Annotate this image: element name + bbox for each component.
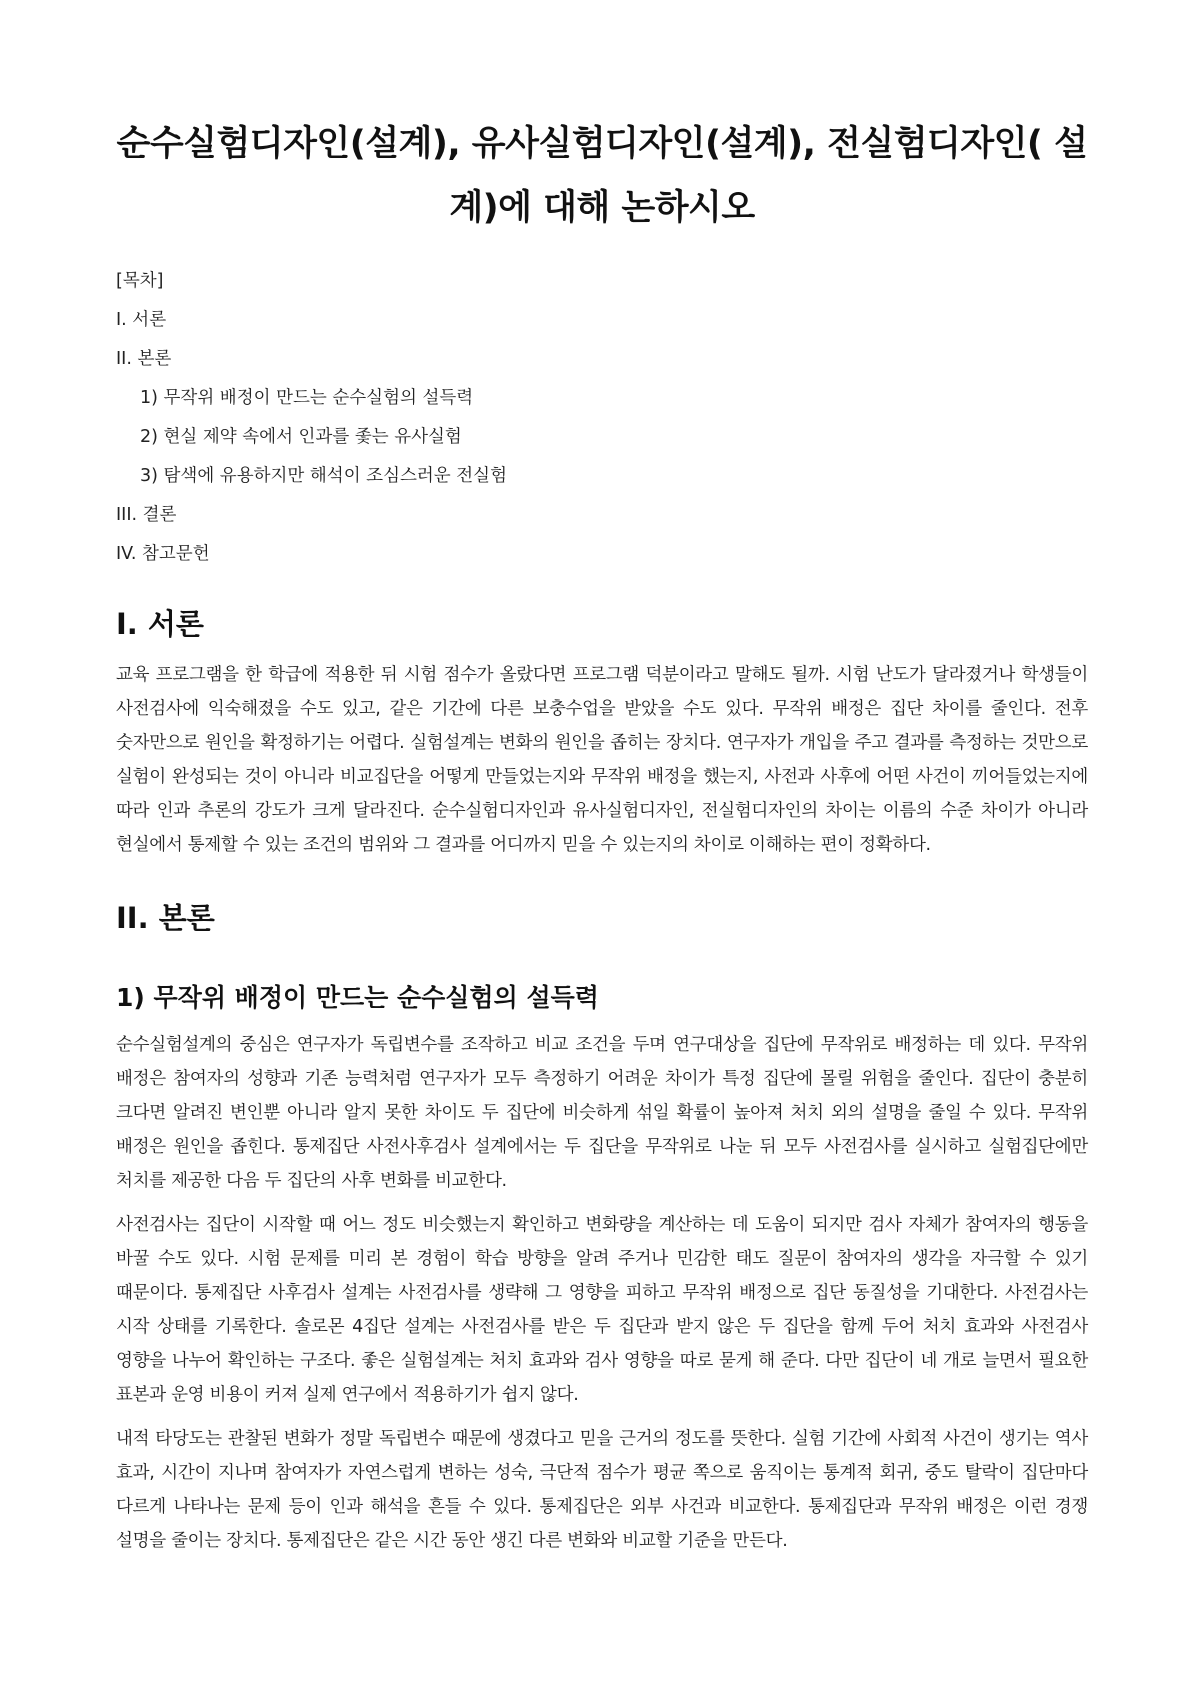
toc-item-body-2: 2) 현실 제약 속에서 인과를 좇는 유사실험 <box>140 427 462 447</box>
subsection-1-heading: 1) 무작위 배정이 만드는 순수실험의 설득력 <box>116 983 599 1012</box>
body-paragraph-2: 사전검사는 집단이 시작할 때 어느 정도 비슷했는지 확인하고 변화량을 계산하는 데 도움이 되지만 검사 자체가 참여자의 행동을 바꿀 수도 있다. 시험 문제를 미리 본 경험이 학습 방향을 알려 주거나 민감한 태도 질문이 참여자의 생각을 자극할 수 있기 때문이다. 통제집단 사후검사 설계는 사전검사를 생략해 그 영향을 피하고 무작위 배정으로 집단 동질성을 기대한다. 사전검사는 시작 상태를 기록한다. 솔로몬 4집단 설계는 사전검사를 받은 두 집단과 받지 않은 두 집단을 함께 두어 처치 효과와 사전검사 영향을 나누어 확인하는 구조다. 좋은 실험설계는 처치 효과와 검사 영향을 따로 묻게 해 준다. 다만 집단이 네 개로 늘면서 필요한 표본과 운영 비용이 커져 실제 연구에서 적용하기가 쉽지 않다. <box>116 1215 1088 1405</box>
toc-item-conclusion: III. 결론 <box>116 505 177 525</box>
intro-section <box>116 602 1088 862</box>
toc-item-references: IV. 참고문헌 <box>116 544 210 564</box>
body-paragraph-3: 내적 타당도는 관찰된 변화가 정말 독립변수 때문에 생겼다고 믿을 근거의 정도를 뜻한다. 실험 기간에 사회적 사건이 생기는 역사 효과, 시간이 지나며 참여자가 자연스럽게 변하는 성숙, 극단적 점수가 평균 쪽으로 움직이는 통계적 회귀, 중도 탈락이 집단마다 다르게 나타나는 문제 등이 인과 해석을 흔들 수 있다. 통제집단은 외부 사건과 비교한다. 통제집단과 무작위 배정은 이런 경쟁 설명을 줄이는 장치다. 통제집단은 같은 시간 동안 생긴 다른 변화와 비교할 기준을 만든다. <box>116 1429 1088 1551</box>
intro-heading: I. 서론 <box>116 607 204 641</box>
body-section <box>116 896 1088 1558</box>
toc-item-intro: I. 서론 <box>116 310 167 330</box>
table-of-contents <box>116 262 1088 574</box>
toc-item-body: II. 본론 <box>116 349 172 369</box>
body-paragraph-1: 순수실험설계의 중심은 연구자가 독립변수를 조작하고 비교 조건을 두며 연구대상을 집단에 무작위로 배정하는 데 있다. 무작위 배정은 참여자의 성향과 기존 능력처럼 연구자가 모두 측정하기 어려운 차이가 특정 집단에 몰릴 위험을 줄인다. 집단이 충분히 크다면 알려진 변인뿐 아니라 알지 못한 차이도 두 집단에 비슷하게 섞일 확률이 높아져 처치 외의 설명을 줄일 수 있다. 무작위 배정은 원인을 좁힌다. 통제집단 사전사후검사 설계에서는 두 집단을 무작위로 나눈 뒤 모두 사전검사를 실시하고 실험집단에만 처치를 제공한 다음 두 집단의 사후 변화를 비교한다. <box>116 1035 1088 1191</box>
body-heading: II. 본론 <box>116 901 215 935</box>
toc-item-body-3: 3) 탐색에 유용하지만 해석이 조심스러운 전실험 <box>140 466 507 486</box>
toc-heading: [목차] <box>116 271 164 291</box>
page-title: 순수실험디자인(설계), 유사실험디자인(설계), 전실험디자인( 설계)에 대해 논하시오 <box>116 124 1088 228</box>
toc-item-body-1: 1) 무작위 배정이 만드는 순수실험의 설득력 <box>140 388 474 408</box>
intro-paragraph: 교육 프로그램을 한 학급에 적용한 뒤 시험 점수가 올랐다면 프로그램 덕분이라고 말해도 될까. 시험 난도가 달라졌거나 학생들이 사전검사에 익숙해졌을 수도 있고, 같은 기간에 다른 보충수업을 받았을 수도 있다. 무작위 배정은 집단 차이를 줄인다. 전후 숫자만으로 원인을 확정하기는 어렵다. 실험설계는 변화의 원인을 좁히는 장치다. 연구자가 개입을 주고 결과를 측정하는 것만으로 실험이 완성되는 것이 아니라 비교집단을 어떻게 만들었는지와 무작위 배정을 했는지, 사전과 사후에 어떤 사건이 끼어들었는지에 따라 인과 추론의 강도가 크게 달라진다. 순수실험디자인과 유사실험디자인, 전실험디자인의 차이는 이름의 수준 차이가 아니라 현실에서 통제할 수 있는 조건의 범위와 그 결과를 어디까지 믿을 수 있는지의 차이로 이해하는 편이 정확하다. <box>116 665 1088 855</box>
